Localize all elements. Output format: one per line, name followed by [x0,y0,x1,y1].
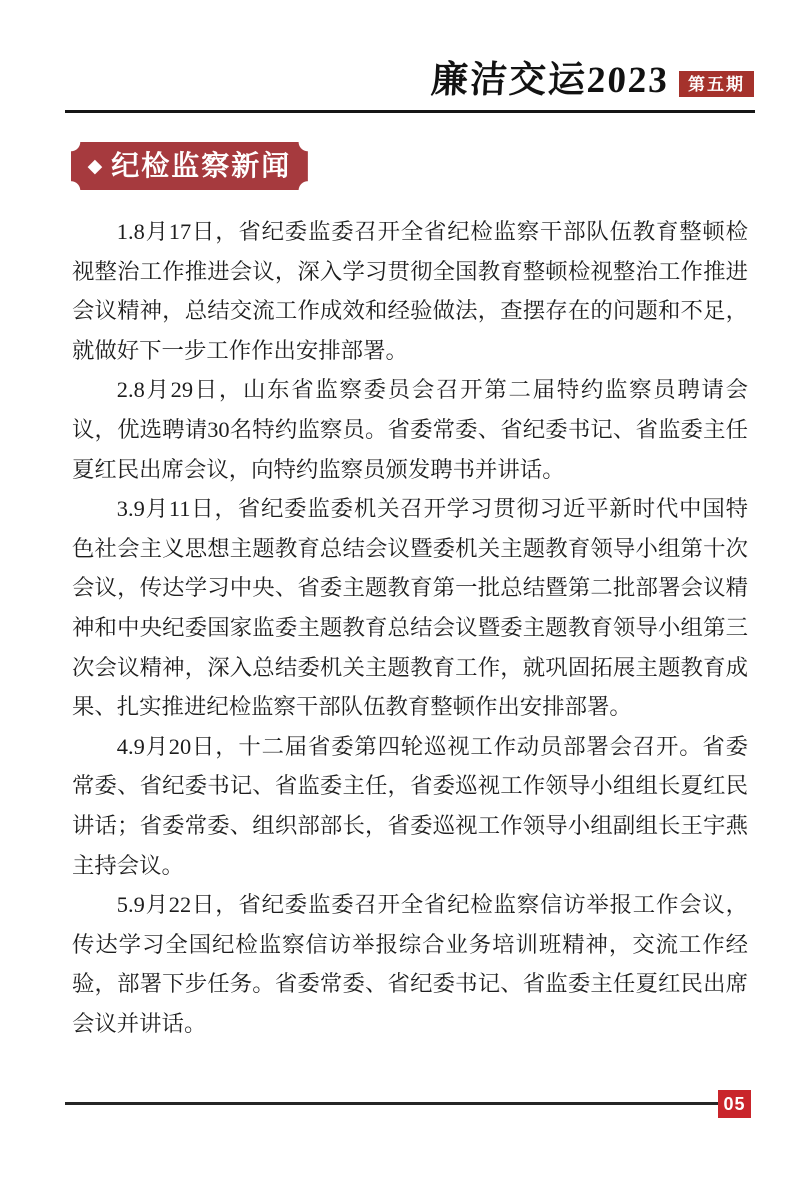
diamond-icon: ◆ [87,154,103,177]
footer-rule [65,1102,722,1105]
page-number-badge: 05 [718,1090,751,1118]
section-title: 纪检监察新闻 [111,150,292,181]
article-paragraph: 2.8月29日，山东省监察委员会召开第二届特约监察员聘请会议，优选聘请30名特约监察员。省委常委、省纪委书记、省监委主任夏红民出席会议，向特约监察员颁发聘书并讲话。 [72,377,748,482]
article-paragraph: 3.9月11日，省纪委监委机关召开学习贯彻习近平新时代中国特色社会主义思想主题教育总结会议暨委机关主题教育领导小组第十次会议，传达学习中央、省委主题教育第一批总结暨第二批部署会议精神和中央纪委国家监委主题教育总结会议暨委主题教育领导小组第三次会议精神，深入总结委机关主题教育工作，就巩固拓展主题教育成果、扎实推进纪检监察干部队伍教育整顿作出安排部署。 [72,496,748,720]
section-banner [71,142,308,190]
header-rule [65,110,755,113]
issue-number-badge: 第五期 [679,71,754,97]
masthead [431,62,754,99]
article-paragraph: 1.8月17日，省纪委监委召开全省纪检监察干部队伍教育整顿检视整治工作推进会议，深入学习贯彻全国教育整顿检视整治工作推进会议精神，总结交流工作成效和经验做法，查摆存在的问题和不足，就做好下一步工作作出安排部署。 [72,219,748,363]
article-paragraph: 4.9月20日，十二届省委第四轮巡视工作动员部署会召开。省委常委、省纪委书记、省监委主任，省委巡视工作领导小组组长夏红民讲话；省委常委、组织部部长，省委巡视工作领导小组副组长王宇燕主持会议。 [72,733,748,878]
article-body [72,212,748,1043]
article-paragraph: 5.9月22日，省纪委监委召开全省纪检监察信访举报工作会议，传达学习全国纪检监察信访举报综合业务培训班精神，交流工作经验，部署下步任务。省委常委、省纪委书记、省监委主任夏红民出席会议并讲话。 [72,892,748,1036]
masthead-title: 廉洁交运2023 [429,60,671,101]
